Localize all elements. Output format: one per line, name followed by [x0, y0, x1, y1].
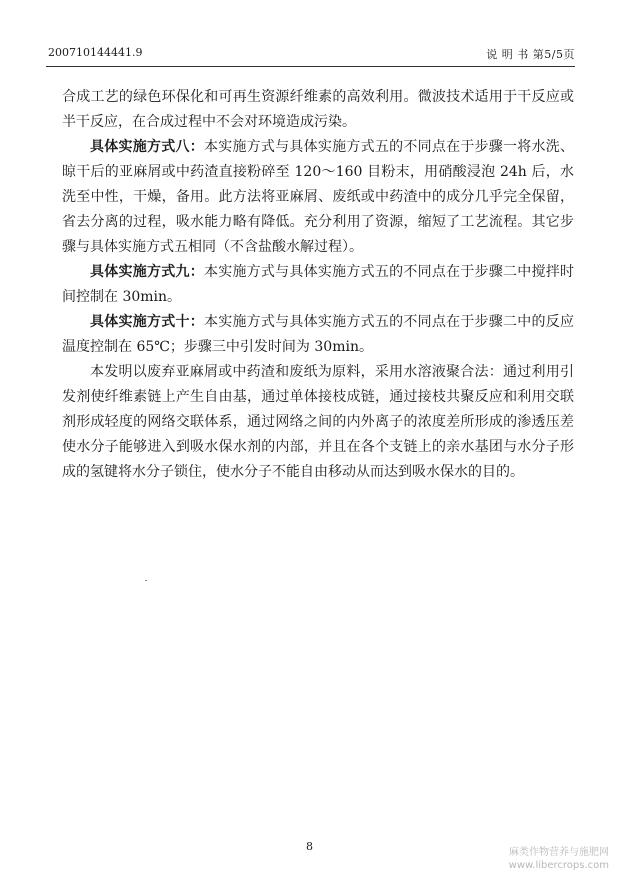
embodiment-heading: 具体实施方式八： [90, 139, 204, 155]
embodiment-heading: 具体实施方式十： [90, 314, 204, 330]
paragraph-text: 合成工艺的绿色环保化和可再生资源纤维素的高效利用。微波技术适用于干反应或半干反应，在合成过程中不会对环境造成污染。 [62, 89, 574, 130]
paragraph-embodiment-10 [62, 310, 574, 360]
document-title: 说 明 书 第5/5页 [486, 48, 575, 61]
page-number: 8 [306, 840, 313, 853]
embodiment-heading: 具体实施方式九： [90, 264, 204, 280]
paragraph-embodiment-9 [62, 260, 574, 310]
watermark-name: 麻类作物营养与施肥网 [509, 847, 609, 858]
watermark-url: www.libercrops.com [508, 860, 609, 871]
paragraph-embodiment-8 [62, 135, 574, 260]
paragraph-1 [62, 85, 574, 135]
paragraph-text: 本发明以废弃亚麻屑或中药渣和废纸为原料，采用水溶液聚合法：通过利用引发剂使纤维素链上产生自由基，通过单体接枝成链，通过接枝共聚反应和利用交联剂形成轻度的网络交联体系，通过网络之间的内外离子的浓度差所形成的渗透压差使水分子能够进入到吸水保水剂的内部，并且在各个支链上的亲水基团与水分子形成的氢键将水分子锁住，使水分子不能自由移动从而达到吸水保水的目的。 [62, 364, 574, 480]
document-body [62, 85, 574, 485]
paragraph-text: 本实施方式与具体实施方式五的不同点在于步骤二中的反应温度控制在 65℃；步骤三中引发时间为 30min。 [62, 314, 575, 355]
document-number: 200710144441.9 [48, 46, 143, 59]
page-header [48, 46, 575, 64]
site-watermark [469, 846, 609, 872]
paragraph-text: 本实施方式与具体实施方式五的不同点在于步骤二中搅拌时间控制在 30min。 [62, 264, 575, 305]
paragraph-summary [62, 360, 574, 485]
header-divider [46, 66, 575, 67]
scan-speck [145, 580, 147, 581]
paragraph-text: 本实施方式与具体实施方式五的不同点在于步骤一将水洗、晾干后的亚麻屑或中药渣直接粉碎至 120～160 目粉末，用硝酸浸泡 24h 后，水洗至中性，干燥，备用。此方法将亚麻屑、废纸或中药渣中的成分几乎完全保留，省去分离的过程，吸水能力略有降低。充分利用了资源，缩短了工艺流程。其它步骤与具体实施方式五相同（不含盐酸水解过程）。 [62, 139, 575, 255]
